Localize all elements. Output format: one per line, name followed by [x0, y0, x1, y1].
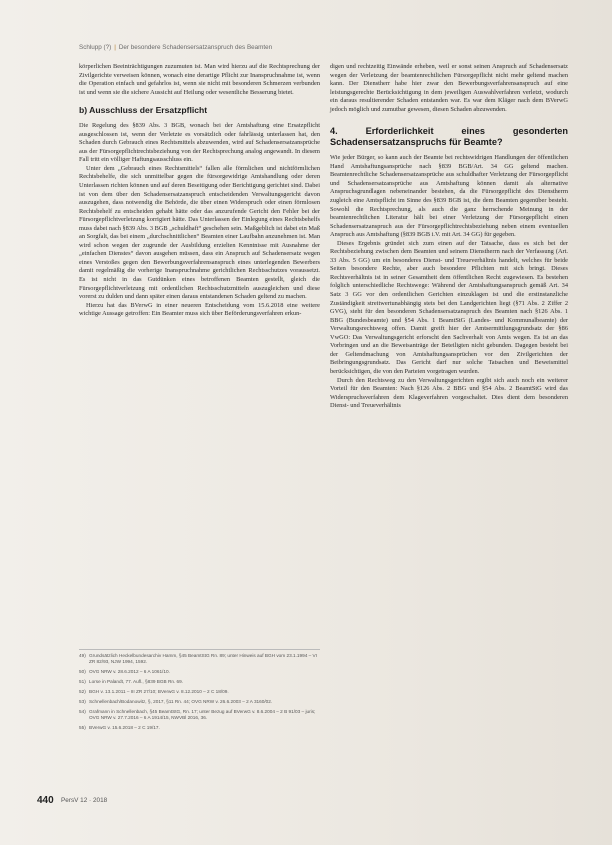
- footnote-number: 51): [79, 679, 86, 685]
- right-column: [330, 63, 568, 411]
- footnote-text: BGH v. 13.1.2011 – III ZR 27/10; BVerwG v. 8.12.2010 – 2 C 18/09.: [89, 689, 229, 695]
- page-number: 440: [37, 795, 54, 806]
- footnote: [79, 699, 320, 705]
- footnote: [79, 679, 320, 685]
- running-head-separator: |: [114, 44, 116, 51]
- footnote: [79, 669, 320, 675]
- footnote-text: Grafmann in Schnellenbach, §45 BeamtStG, Rn. 17; unter Bezug auf BVerwG v. 8.6.2004 – 2 B 91/03 – juris; OVG NRW v. 27.7.2016 – 6 A 1914/15, NWVBl 2016, 36.: [89, 708, 316, 721]
- footnote: [79, 689, 320, 695]
- right-paragraph-1: digen und rechtzeitig Einwände erheben, weil er sonst seinen Anspruch auf Schadensersatz wegen der Verletzung der beamtenrechtlichen Fürsorgepflicht nicht mehr geltend machen kann. Der Dienstherr habe hier zwar den Bewerbungsverfahrensanspruch auf eine leistungsgerechte Berücksichtigung in dem jeweiligen Auswahlverfahren verletzt, wodurch ein daraus resultierender Schaden entstanden war. Es war dem Kläger nach dem BVerwG jedoch möglich und zumutbar gewesen, diesen Schaden abzuwenden.: [330, 63, 568, 113]
- running-head-title: Der besondere Schadensersatzanspruch des Beamten: [118, 44, 273, 51]
- left-paragraph-2: Die Regelung des §839 Abs. 3 BGB, wonach bei der Amtshaftung eine Ersatzpflicht ausgeschlossen ist, wenn der Verletzte es vorsätzlich oder fahrlässig unterlassen hat, den Schaden durch Gebrauch eines Rechtsmittels abzuwenden, wird auf Schadensersatzansprüche aus der Fürsorgepflichtrechtsbeziehung von der Rechtsprechung analog angewandt. In diesem Fall tritt ein völliger Haftungsausschluss ein.: [79, 122, 320, 164]
- footnote: [79, 653, 320, 666]
- footnote-text: OVG NRW v. 28.6.2012 – 6 A 1061/10.: [89, 669, 170, 675]
- footnotes: [79, 649, 320, 735]
- footnote-number: 50): [79, 669, 86, 675]
- running-head: [79, 44, 549, 51]
- right-paragraph-4: Durch den Rechtsweg zu den Verwaltungsgerichten ergibt sich auch noch ein weiterer Vorteil für den Beamten: Nach §126 Abs. 2 BBG und §54 Abs. 2 BeamtStG wird das Widerspruchsverfahren dem Klageverfahren vorgeschaltet. Dies dient dem besonderen Dienst- und Treueverhältnis: [330, 376, 568, 410]
- footnote: [79, 709, 320, 722]
- left-paragraph-1: körperlichen Beeinträchtigungen zuzumuten ist. Man wird hierzu auf die Rechtsprechung der Zivilgerichte verweisen können, wonach eine derartige Pflicht zur Inanspruchnahme ist, wenn die Operation einfach und gefahrlos ist, wenn sie nicht mit besonderen Schmerzen verbunden ist und wenn sie die sichere Aussicht auf Heilung oder wesentliche Besserung bietet.: [79, 63, 320, 96]
- right-paragraph-3: Dieses Ergebnis gründet sich zum einen auf der Tatsache, dass es sich bei der Rechtsbeziehung zwischen dem Beamten und seinem Dienstherrn nach der Verfassung (Art. 33 Abs. 5 GG) um ein besonderes Dienst- und Treueverhältnis handelt, welches für beide Seiten besondere Rechte, aber auch besondere Pflichten mit sich bringt. Dieses Rechtsverhältnis ist in seiner Gesamtheit dem öffentlichen Recht zugewiesen. Es bestehen folglich unterschiedliche Rechtswege: Während der Amtshaftungsanspruch gemäß Art. 34 Satz 3 GG vor den ordentlichen Gerichten einzuklagen ist und die erstinstanzliche Zuständigkeit streitwertunabhängig stets bei den Landgerichten liegt (§71 Abs. 2 Ziffer 2 GVG), steht für den besonderen Schadensersatzanspruch des Beamten nach §126 Abs. 1 BBG (Bundesbeamte) und §54 Abs. 1 BeamtStG (Landes- und Kommunalbeamte) der Verwaltungsrechtsweg offen. Damit greift hier der Amtsermittlungsgrundsatz der §86 VwGO: Das Verwaltungsgericht erforscht den Sachverhalt von Amts wegen. Es ist an das Vorbringen und an die Beweisanträge der Beteiligten nicht gebunden. Dagegen besteht bei der Geltendmachung von Amtshaftungsansprüchen vor den Zivilgerichten der Beibringungsgrundsatz. Das Gericht darf nur solche Tatsachen und Beweismittel berücksichtigen, die von den Parteien vorgetragen wurden.: [330, 239, 568, 375]
- left-column: [79, 63, 320, 319]
- section-heading-4: 4. Erforderlichkeit eines gesonderten Schadensersatzanspruchs für Beamte?: [330, 126, 568, 148]
- footnote-number: 49): [79, 653, 86, 658]
- footnote-text: Grundsätzlich Heckelbundesarchiv Hamm, §45 BeamtStG Rn. 89; unter Hinweis auf BGH vom 23.1.1994 – VI ZR 82/93, NJW 1994, 1592.: [89, 653, 317, 665]
- right-paragraph-2: Wie jeder Bürger, so kann auch der Beamte bei rechtswidrigen Handlungen der öffentlichen Hand Amtshaftungsansprüche nach §839 BGB/Art. 34 GG geltend machen. Beamtenrechtliche Schadensersatzansprüche aus schuldhafter Verletzung der Fürsorgepflicht und Schadensersatzansprüche aus Amtshaftung können damit als alternative Anspruchsgrundlagen nebeneinander bestehen, da die Fürsorgepflicht des Dienstherrn zugleich eine Amtspflicht im Sinne des §839 BGB ist, die dem Beamten gegenüber besteht. Sowohl die Rechtsprechung, als auch die ganz herrschende Meinung in der beamtenrechtlichen Literatur hält bei einer Verletzung der Fürsorgepflicht einen Schadensersatzanspruch aus der Fürsorgepflichtrechtsbeziehung neben einem eventuellen Anspruch aus Amtshaftung (§839 BGB i.V. mit Art. 34 GG) für gegeben.: [330, 154, 568, 239]
- footnote-number: 52): [79, 689, 86, 695]
- subheading-exclusion: b) Ausschluss der Ersatzpflicht: [79, 105, 208, 116]
- footnote-text: Lorse in Palandt, 77. Aufl., §839 BGB Rn. 69.: [89, 679, 184, 685]
- left-paragraph-4: Hierzu hat das BVerwG in einer neueren Entscheidung vom 15.6.2018 eine weitere wichtige Aussage getroffen: Ein Beamter muss sich über Beförderungsverfahren erkun-: [79, 301, 320, 318]
- footnote: [79, 725, 320, 731]
- footnote-number: 53): [79, 699, 86, 705]
- footnote-number: 54): [79, 708, 86, 714]
- left-paragraph-3: Unter dem „Gebrauch eines Rechtsmittels“ fallen alle förmlichen und nichtförmlichen Rechtsbehelfe, die sich unmittelbar gegen die fürsorgewidrige Amtshandlung oder deren Unterlassen richten können und auf deren Beseitigung oder Berichtigung gerichtet sind. Dabei ist von dem über den Schadensersatzanspruch entscheidenden Verwaltungsgericht davon auszugehen, dass notwendig die Behörde, die über einen Widerspruch oder einen förmlosen Rechtsbehelf zu entscheiden gehabt hätte oder das anzurufende Gericht den Fehler bei der Fürsorgepflichtverletzung korrigiert hätte. Das Unterlassen der Einlegung eines Rechtsbehelfs muss dabei nach §839 Abs. 3 BGB „schuldhaft“ geschehen sein. Maßgeblich ist dabei ein Maß an Sorgfalt, das bei einem „durchschnittlichen“ Beamten einer Laufbahn anzunehmen ist. Man wird schon wegen der zugrunde der Ausbildung erzielten Kenntnisse mit Ausnahme der „einfachen Dienstes“ davon ausgehen müssen, dass ein Anspruch auf Schadensersatz wegen eines Verstoßes gegen den Bewerbungsverfahrensanspruch eines unterlegenden Bewerbers damit regelmäßig die vorherige Inanspruchnahme gerichtlichen Rechtsschutzes voraussetzt. Es ist nicht in das Gutdünken eines betroffenen Beamten gestellt, gleich die Fürsorgepflichtverletzung mit ordentlichen Rechtsschutzmitteln auszugleichen und diese vorerst zu dulden und dann später einen daraus entstandenen Schaden geltend zu machen.: [79, 164, 321, 301]
- footnote-text: BVerwG v. 15.6.2018 – 2 C 19/17.: [89, 725, 160, 731]
- footnote-number: 55): [79, 725, 86, 731]
- journal-citation: PersV 12 · 2018: [61, 797, 108, 804]
- running-head-section: Schlupp (?): [79, 44, 112, 51]
- footnote-text: Schnellenbach/Bodanowitz, §, 2017, §11 Rn. 44; OVG NRW v. 26.6.2003 – 2 A 3160/02.: [89, 699, 273, 705]
